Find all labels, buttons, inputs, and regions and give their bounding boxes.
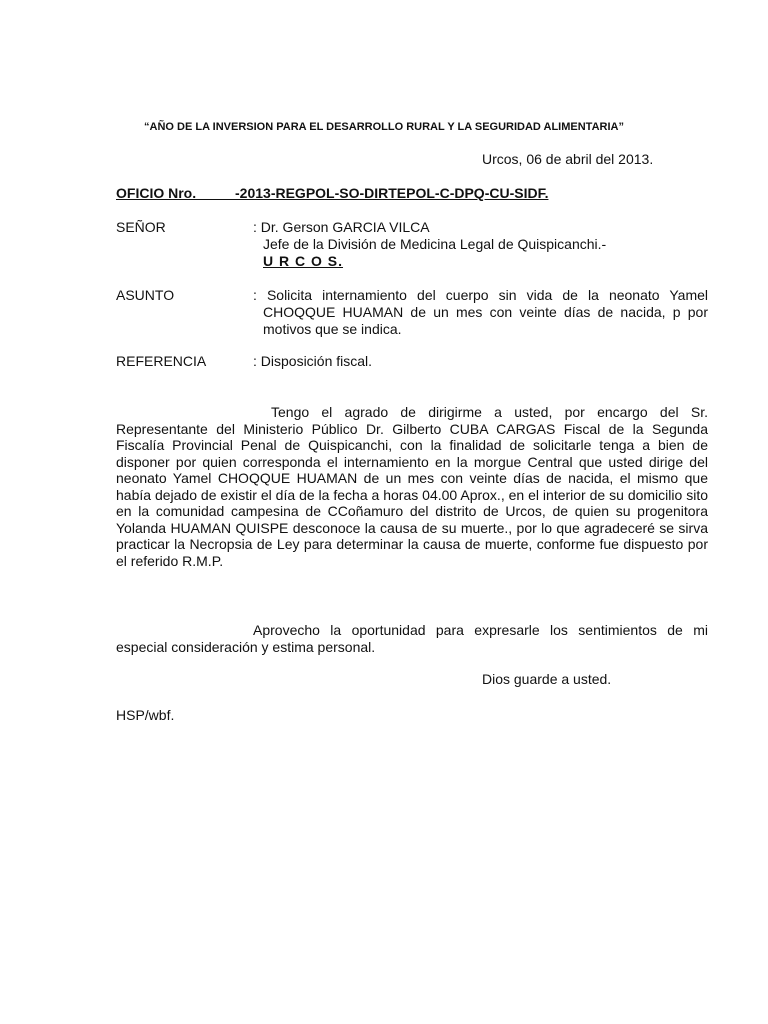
recipient-name: : Dr. Gerson GARCIA VILCA [253, 219, 430, 235]
oficio-number: OFICIO Nro. -2013-REGPOL-SO-DIRTEPOL-C-DPQ-CU-SIDF. [116, 185, 549, 201]
document-motto: “AÑO DE LA INVERSION PARA EL DESARROLLO RURAL Y LA SEGURIDAD ALIMENTARIA” [144, 121, 624, 133]
closing-line: Dios guarde a usted. [482, 671, 612, 687]
recipient-position: Jefe de la División de Medicina Legal de Quispicanchi.- [263, 236, 607, 252]
date-line: Urcos, 06 de abril del 2013. [482, 151, 654, 167]
body-paragraph-1: Tengo el agrado de dirigirme a usted, por encargo del Sr. Representante del Ministerio Público Dr. Gilberto CUBA CARGAS Fiscal de la Segunda Fiscalía Provincial Penal de Quispicanchi, con la finalidad de solicitarle tenga a bien de disponer por quien corresponda el internamiento en la morgue Central que usted dirige del neonato Yamel CHOQQUE HUAMAN de un mes con veinte días de nacida, el mismo que había dejado de existir el día de la fecha a horas 04.00 Aprox., en el interior de su domicilio sito en la comunidad campesina de CCoñamuro del distrito de Urcos, de quien su progenitora Yolanda HUAMAN QUISPE desconoce la causa de su muerte., por lo que agradeceré se sirva practicar la Necropsia de Ley para determinar la causa de muerte, conforme fue dispuesto por el referido R.M.P. [116, 404, 708, 569]
recipient-place: U R C O S. [263, 253, 344, 269]
asunto-text [253, 287, 708, 338]
referencia-text: : Disposición fiscal. [253, 353, 373, 369]
asunto-label: ASUNTO [116, 287, 175, 303]
senor-label: SEÑOR [116, 219, 166, 235]
senor-block [253, 219, 708, 270]
body-paragraph-2: Aprovecho la oportunidad para expresarle los sentimientos de mi especial consideración y estima personal. [116, 622, 708, 655]
initials: HSP/wbf. [116, 707, 175, 723]
asunto-body: : Solicita internamiento del cuerpo sin vida de la neonato Yamel CHOQQUE HUAMAN de un mes con veinte días de nacida, p por motivos que se indica. [253, 287, 708, 337]
referencia-label: REFERENCIA [116, 353, 207, 369]
